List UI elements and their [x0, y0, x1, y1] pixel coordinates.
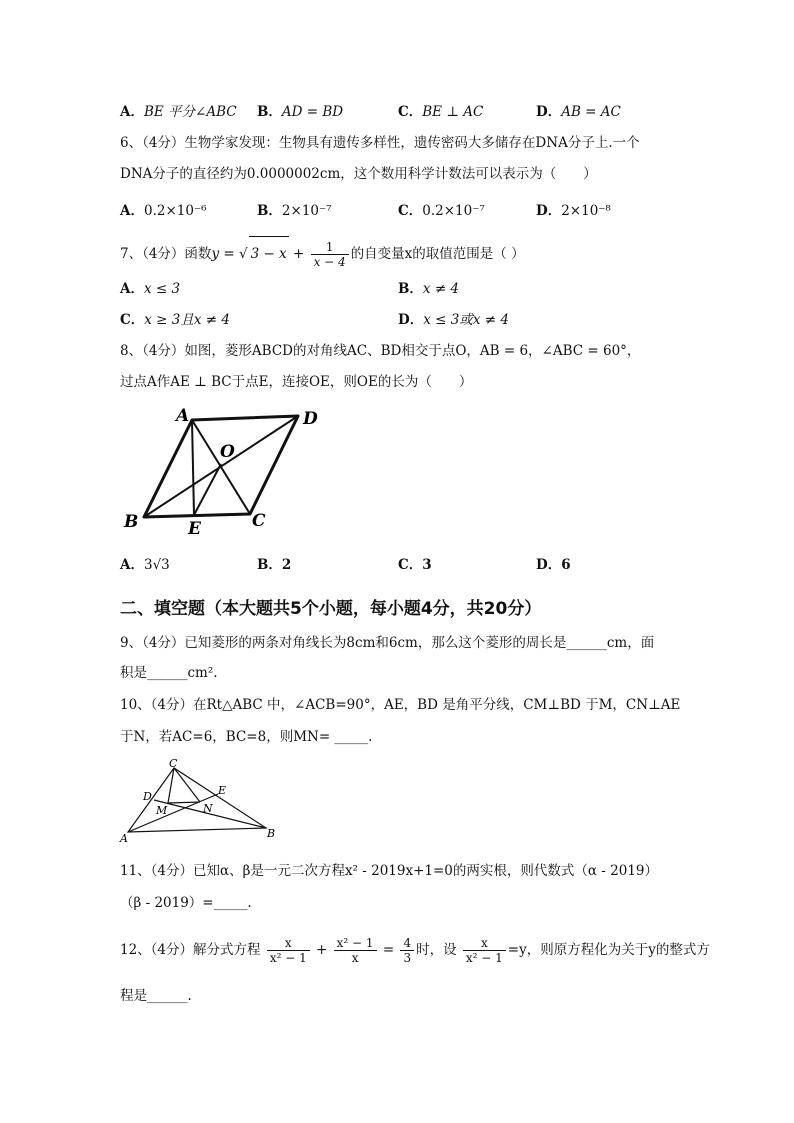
- fraction-denominator: x² − 1: [465, 951, 503, 965]
- option-key: A．: [120, 104, 144, 120]
- q7-option-b: [398, 279, 459, 299]
- q7-suffix: 的自变量x的取值范围是（ ）: [350, 246, 525, 262]
- label-d: D: [303, 409, 318, 429]
- fraction-denominator: x − 4: [313, 255, 346, 269]
- fraction-numerator: x² − 1: [334, 936, 377, 951]
- option-key: A．: [120, 281, 144, 297]
- q8-option-a: [120, 555, 170, 575]
- section-title: 二、填空题（本大题共5个小题，每小题4分，共20分）: [120, 599, 542, 619]
- q7-line: [120, 236, 525, 271]
- q7-fraction: [311, 240, 349, 269]
- segment-cm: [168, 768, 174, 803]
- q12-line1: [120, 930, 710, 970]
- label-e: E: [218, 784, 227, 797]
- option-text: 6: [561, 557, 571, 573]
- q6-option-d: [536, 201, 611, 221]
- option-text: 2×10⁻⁷: [281, 203, 332, 219]
- q10-line1: 10、（4分）在Rt△ABC 中，∠ACB=90°，AE，BD 是角平分线，CM⊥BD 于M，CN⊥AE: [120, 697, 681, 713]
- option-text: 0.2×10⁻⁷: [422, 203, 485, 219]
- option-key: C．: [398, 203, 423, 219]
- q6-option-a: [120, 201, 206, 221]
- label-b: B: [267, 827, 276, 840]
- q11-line1: 11、（4分）已知α、β是一元二次方程x² - 2019x+1=0的两实根，则代数式（α - 2019）: [120, 863, 658, 879]
- fraction-numerator: 1: [311, 240, 349, 255]
- option-text: x ≠ 4: [422, 281, 460, 297]
- option-key: A．: [120, 557, 144, 573]
- label-o: O: [220, 442, 235, 462]
- option-text: BE ⊥ AC: [422, 104, 484, 120]
- option-key: B．: [257, 104, 282, 120]
- q12-prefix: 12、（4分）解分式方程: [120, 942, 261, 958]
- q5-option-d: [536, 102, 621, 122]
- option-text: BE 平分∠ABC: [143, 104, 237, 120]
- q12-mid: 时，设: [416, 942, 457, 958]
- q12-fraction-4: [463, 936, 506, 965]
- option-key: D．: [536, 104, 562, 120]
- option-key: A．: [120, 203, 144, 219]
- segment-cn: [174, 768, 200, 802]
- q12-plus: +: [316, 942, 328, 958]
- q7-y-eq: y =: [211, 246, 239, 262]
- q7-option-d: [398, 310, 509, 330]
- segment-mn: [168, 802, 200, 803]
- q7-prefix: 7、（4分）函数: [120, 246, 212, 262]
- label-c: C: [169, 757, 178, 770]
- q12-fraction-3: [400, 936, 414, 965]
- fraction-numerator: x: [267, 936, 310, 951]
- q9-line2: 积是______cm².: [120, 665, 218, 681]
- q6-option-c: [398, 201, 485, 221]
- q5-option-c: [398, 102, 483, 122]
- q5-option-b: [257, 102, 343, 122]
- q11-line2: （β - 2019）=_____.: [120, 895, 252, 911]
- q7-sqrt: 3 − x: [249, 236, 289, 271]
- option-text: x ≥ 3且x ≠ 4: [144, 312, 230, 328]
- q12-line2: 程是______.: [120, 988, 192, 1004]
- label-b: B: [124, 512, 139, 532]
- q8-line2: 过点A作AE ⊥ BC于点E，连接OE，则OE的长为（ ）: [120, 374, 473, 390]
- option-text: x ≤ 3: [143, 281, 181, 297]
- fraction-numerator: 4: [400, 936, 414, 951]
- sqrt-sign: √: [238, 246, 248, 262]
- label-e: E: [188, 519, 201, 539]
- option-key: B．: [257, 557, 282, 573]
- label-c: C: [252, 511, 266, 531]
- option-key: B．: [257, 203, 282, 219]
- q6-line2: DNA分子的直径约为0.0000002cm，这个数用科学计数法可以表示为（ ）: [120, 166, 597, 182]
- option-key: C．: [120, 312, 145, 328]
- q5-option-a: [120, 102, 237, 122]
- fraction-denominator: 3: [403, 951, 412, 965]
- q6-option-b: [257, 201, 332, 221]
- option-text: AB = AC: [561, 104, 621, 120]
- fraction-numerator: x: [463, 936, 506, 951]
- option-key: C．: [398, 557, 423, 573]
- label-d: D: [143, 790, 152, 803]
- q8-line1: 8、（4分）如图，菱形ABCD的对角线AC、BD相交于点O，AB = 6，∠ABC = 60°，: [120, 343, 641, 359]
- segment-oe: [194, 464, 221, 515]
- fraction-denominator: x² − 1: [269, 951, 307, 965]
- option-text: x ≤ 3或x ≠ 4: [423, 312, 509, 328]
- q12-fraction-2: [334, 936, 377, 965]
- option-text: 0.2×10⁻⁶: [143, 203, 207, 219]
- q8-option-c: [398, 555, 432, 575]
- q12-fraction-1: [267, 936, 310, 965]
- q6-line1: 6、（4分）生物学家发现：生物具有遗传多样性，遗传密码大多储存在DNA分子上.一个: [120, 135, 640, 151]
- q12-eq: =: [382, 942, 395, 958]
- option-text: 2: [281, 557, 292, 573]
- fraction-denominator: x: [351, 951, 359, 965]
- q7-plus: +: [292, 246, 305, 262]
- label-a: A: [176, 406, 190, 426]
- q8-option-b: [257, 555, 291, 575]
- option-text: 3: [422, 557, 432, 573]
- q7-option-a: [120, 279, 180, 299]
- option-text: 3√3: [143, 557, 170, 573]
- label-m: M: [156, 804, 168, 817]
- option-key: D．: [398, 312, 424, 328]
- option-key: D．: [536, 557, 562, 573]
- label-a: A: [120, 832, 128, 845]
- q7-option-c: [120, 310, 230, 330]
- triangle-figure: [118, 756, 288, 846]
- rhombus-figure: [118, 398, 338, 540]
- label-n: N: [203, 802, 213, 815]
- q10-line2: 于N，若AC=6，BC=8，则MN= _____.: [120, 729, 373, 745]
- q12-suffix: =y，则原方程化为关于y的整式方: [507, 942, 710, 958]
- option-text: 2×10⁻⁸: [561, 203, 611, 219]
- option-key: C．: [398, 104, 423, 120]
- option-key: D．: [536, 203, 562, 219]
- q8-option-d: [536, 555, 571, 575]
- q9-line1: 9、（4分）已知菱形的两条对角线长为8cm和6cm，那么这个菱形的周长是______cm，面: [120, 635, 655, 651]
- option-key: B．: [398, 281, 423, 297]
- segment-ae: [192, 420, 194, 515]
- option-text: AD = BD: [281, 104, 344, 120]
